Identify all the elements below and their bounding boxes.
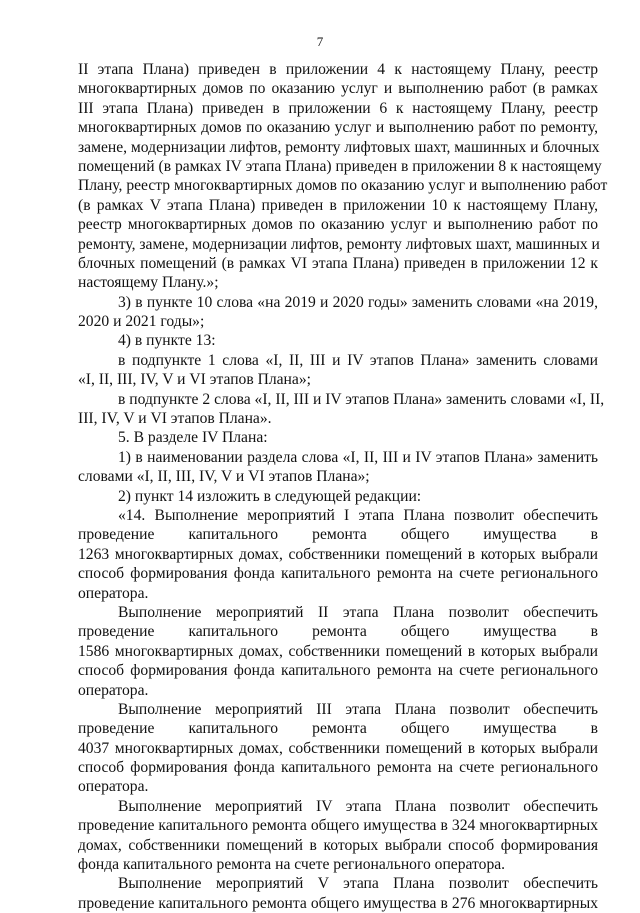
text-line: Выполнение мероприятий V этапа Плана позволит обеспечить <box>118 875 598 893</box>
text-line: 4) в пункте 13: <box>118 332 216 350</box>
document-body <box>78 60 608 913</box>
text-line: многоквартирных домов по оказанию услуг и выполнению работ по ремонту, <box>78 119 598 137</box>
text-line: «14. Выполнение мероприятий I этапа Плана позволит обеспечить <box>118 506 598 524</box>
text-line: III этапа Плана) приведен в приложении 6 к настоящему Плану, реестр <box>78 99 598 117</box>
text-line: Выполнение мероприятий IV этапа Плана позволит обеспечить <box>118 797 598 815</box>
text-line: проведение капитального ремонта общего имущества в <box>78 623 598 641</box>
text-line: оператора. <box>78 681 149 699</box>
text-line: фонда капитального ремонта на счете регионального оператора. <box>78 856 506 874</box>
text-line: 1586 многоквартирных домах, собственники помещений в которых выбрали <box>78 642 598 660</box>
text-line: многоквартирных домов по оказанию услуг и выполнению работ (в рамках <box>78 80 598 98</box>
text-line: замене, модернизации лифтов, ремонту лифтовых шахт, машинных и блочных <box>78 138 600 156</box>
text-line: оператора. <box>78 584 149 602</box>
text-line: домах, собственники помещений в которых выбрали способ формирования <box>78 836 598 854</box>
text-line: в подпункте 1 слова «I, II, III и IV этапов Плана» заменить словами <box>118 351 598 369</box>
text-line: 1) в наименовании раздела слова «I, II, III и IV этапов Плана» заменить <box>118 448 598 466</box>
text-line: проведение капитального ремонта общего имущества в 324 многоквартирных <box>78 817 598 835</box>
text-line: Выполнение мероприятий II этапа Плана позволит обеспечить <box>118 603 598 621</box>
text-line: реестр многоквартирных домов по оказанию услуг и выполнению работ по <box>78 216 598 234</box>
text-line: в подпункте 2 слова «I, II, III и IV этапов Плана» заменить словами «I, II, <box>118 390 605 408</box>
text-line: способ формирования фонда капитального ремонта на счете регионального <box>78 565 598 583</box>
text-line: 5. В разделе IV Плана: <box>118 429 268 447</box>
text-line: проведение капитального ремонта общего имущества в <box>78 526 598 544</box>
text-line: блочных помещений (в рамках VI этапа Плана) приведен в приложении 12 к <box>78 254 598 272</box>
text-line: проведение капитального ремонта общего имущества в <box>78 720 598 738</box>
text-line: способ формирования фонда капитального ремонта на счете регионального <box>78 759 598 777</box>
text-line: настоящему Плану.»; <box>78 274 219 292</box>
text-line: «I, II, III, IV, V и VI этапов Плана»; <box>78 371 311 389</box>
text-line: ремонту, замене, модернизации лифтов, ремонту лифтовых шахт, машинных и <box>78 235 600 253</box>
text-line: Плану, реестр многоквартирных домов по оказанию услуг и выполнению работ <box>78 177 608 195</box>
text-line: (в рамках V этапа Плана) приведен в приложении 10 к настоящему Плану, <box>78 196 598 214</box>
page-number: 7 <box>316 34 324 49</box>
text-line: 2020 и 2021 годы»; <box>78 313 205 331</box>
text-line: проведение капитального ремонта общего имущества в 276 многоквартирных <box>78 894 598 912</box>
text-line: словами «I, II, III, IV, V и VI этапов Плана»; <box>78 468 370 486</box>
text-line: способ формирования фонда капитального ремонта на счете регионального <box>78 662 598 680</box>
text-line: 1263 многоквартирных домах, собственники помещений в которых выбрали <box>78 545 598 563</box>
text-line: 3) в пункте 10 слова «на 2019 и 2020 годы» заменить словами «на 2019, <box>118 293 598 311</box>
text-line: Выполнение мероприятий III этапа Плана позволит обеспечить <box>118 700 598 718</box>
text-line: 2) пункт 14 изложить в следующей редакции: <box>118 487 422 505</box>
text-line: 4037 многоквартирных домах, собственники помещений в которых выбрали <box>78 739 598 757</box>
text-line: оператора. <box>78 778 149 796</box>
text-line: III, IV, V и VI этапов Плана». <box>78 410 272 428</box>
text-line: II этапа Плана) приведен в приложении 4 к настоящему Плану, реестр <box>78 61 598 78</box>
text-line: помещений (в рамках IV этапа Плана) приведен в приложении 8 к настоящему <box>78 157 602 175</box>
